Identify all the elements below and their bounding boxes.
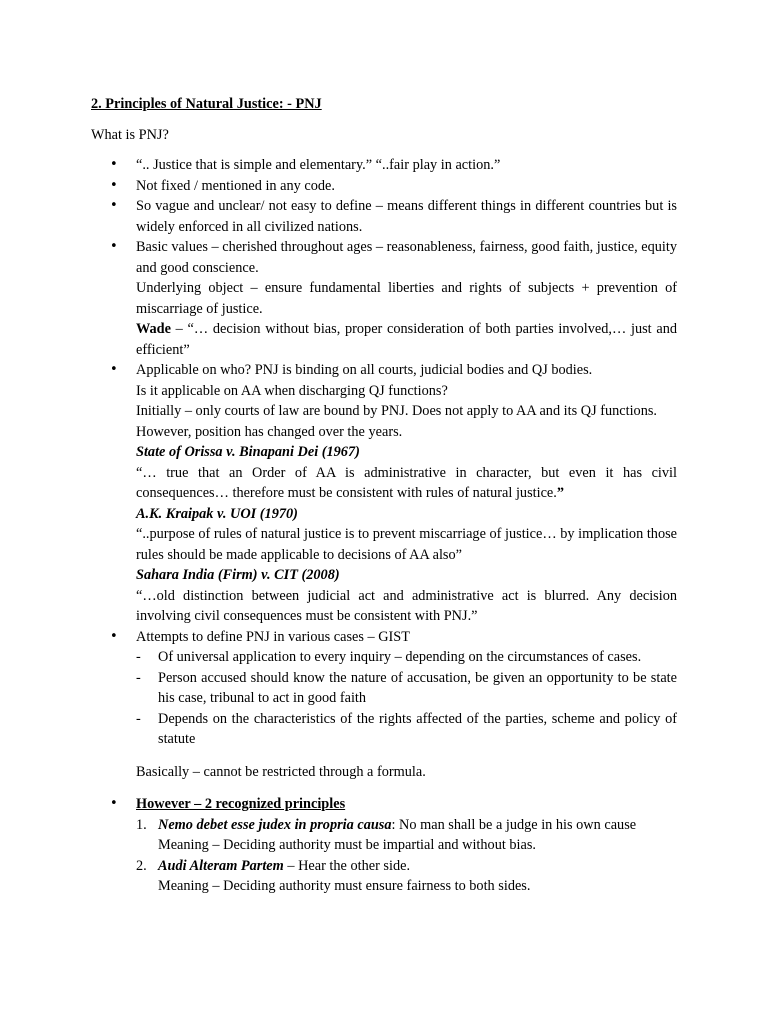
bullet-text: Not fixed / mentioned in any code. [136, 177, 335, 194]
bullet-icon: • [110, 198, 118, 213]
list-item [91, 627, 677, 750]
list-item [91, 176, 677, 197]
bullet-text: Applicable on who? PNJ is binding on all courts, judicial bodies and QJ bodies. [136, 362, 593, 378]
bullet-icon: • [110, 796, 118, 811]
quote-text: “… true that an Order of AA is administrative in character, but even it has civil consequences… therefore must be consistent with rules of natural justice. [136, 464, 677, 501]
case-quote: “…old distinction between judicial act and administrative act is blurred. Any decision involving civil consequences must be consistent with PNJ.” [136, 587, 677, 624]
bullet-text: Underlying object – ensure fundamental liberties and rights of subjects + prevention of miscarriage of justice. [136, 280, 677, 317]
bullet-text: So vague and unclear/ not easy to define – means different things in different countries but is widely enforced in all civilized nations. [136, 198, 677, 235]
author-name: Wade [136, 321, 171, 337]
quote-text: – “… decision without bias, proper consideration of both parties involved,… just and efficient” [136, 321, 677, 358]
case-quote: “..purpose of rules of natural justice is to prevent miscarriage of justice… by implication those rules should be made applicable to decisions of AA also” [136, 526, 677, 563]
bullet-icon: • [110, 157, 118, 172]
bullet-text: Attempts to define PNJ in various cases – GIST [136, 628, 410, 645]
list-item [91, 155, 677, 176]
principle-translation: : No man shall be a judge in his own cause [391, 816, 637, 833]
latin-maxim: Nemo debet esse judex in propria causa [158, 816, 392, 833]
list-item [91, 196, 677, 237]
dash-icon: - [136, 649, 141, 665]
numbered-item [136, 815, 677, 856]
bullet-text: “.. Justice that is simple and elementary.” “..fair play in action.” [136, 157, 501, 173]
latin-maxim: Audi Alteram Partem [158, 857, 284, 874]
main-bullet-list [91, 155, 677, 750]
case-name: Sahara India (Firm) v. CIT (2008) [136, 567, 340, 583]
principle-meaning: Meaning – Deciding authority must be impartial and without bias. [158, 837, 537, 853]
item-number: 2. [136, 857, 147, 874]
dash-icon: - [136, 669, 141, 686]
document-page [91, 94, 677, 897]
numbered-item [136, 856, 677, 897]
principles-title: However – 2 recognized principles [136, 796, 346, 812]
dash-list [136, 647, 677, 750]
dash-text: Of universal application to every inquiry – depending on the circumstances of cases. [158, 649, 642, 665]
summary-text: Basically – cannot be restricted through a formula. [136, 763, 426, 780]
list-item [91, 237, 677, 360]
bullet-icon: • [110, 362, 118, 377]
principle-translation: – Hear the other side. [283, 857, 411, 874]
wade-quote [136, 319, 677, 360]
bullet-icon: • [110, 239, 118, 254]
bullet-text: Initially – only courts of law are bound by PNJ. Does not apply to AA and its QJ functions. [136, 403, 657, 419]
dash-text: Depends on the characteristics of the rights affected of the parties, scheme and policy of statute [158, 710, 677, 747]
bullet-text: Basic values – cherished throughout ages – reasonableness, fairness, good faith, justice, equity and good conscience. [136, 239, 677, 276]
bullet-text: Is it applicable on AA when discharging QJ functions? [136, 382, 448, 399]
dash-text: Person accused should know the nature of accusation, be given an opportunity to be state his case, tribunal to act in good faith [158, 669, 677, 706]
bullet-text: However, position has changed over the years. [136, 423, 403, 440]
bullet-icon: • [110, 177, 118, 193]
list-item [91, 360, 677, 627]
quote-end: ” [556, 485, 564, 501]
item-number: 1. [136, 816, 147, 833]
bullet-icon: • [110, 628, 118, 644]
principle-text [158, 815, 677, 836]
numbered-list [136, 815, 677, 897]
dash-item [136, 647, 677, 668]
section-question: What is PNJ? [91, 126, 169, 143]
list-item [91, 794, 677, 897]
principle-text [158, 856, 677, 877]
dash-icon: - [136, 710, 141, 727]
page-title: 2. Principles of Natural Justice: - PNJ [91, 96, 322, 112]
dash-item [136, 668, 677, 709]
case-name: State of Orissa v. Binapani Dei (1967) [136, 444, 360, 460]
principles-list [91, 794, 677, 897]
principle-meaning: Meaning – Deciding authority must ensure fairness to both sides. [158, 878, 531, 894]
dash-item [136, 709, 677, 750]
case-name: A.K. Kraipak v. UOI (1970) [136, 505, 298, 522]
case-quote [136, 463, 677, 504]
